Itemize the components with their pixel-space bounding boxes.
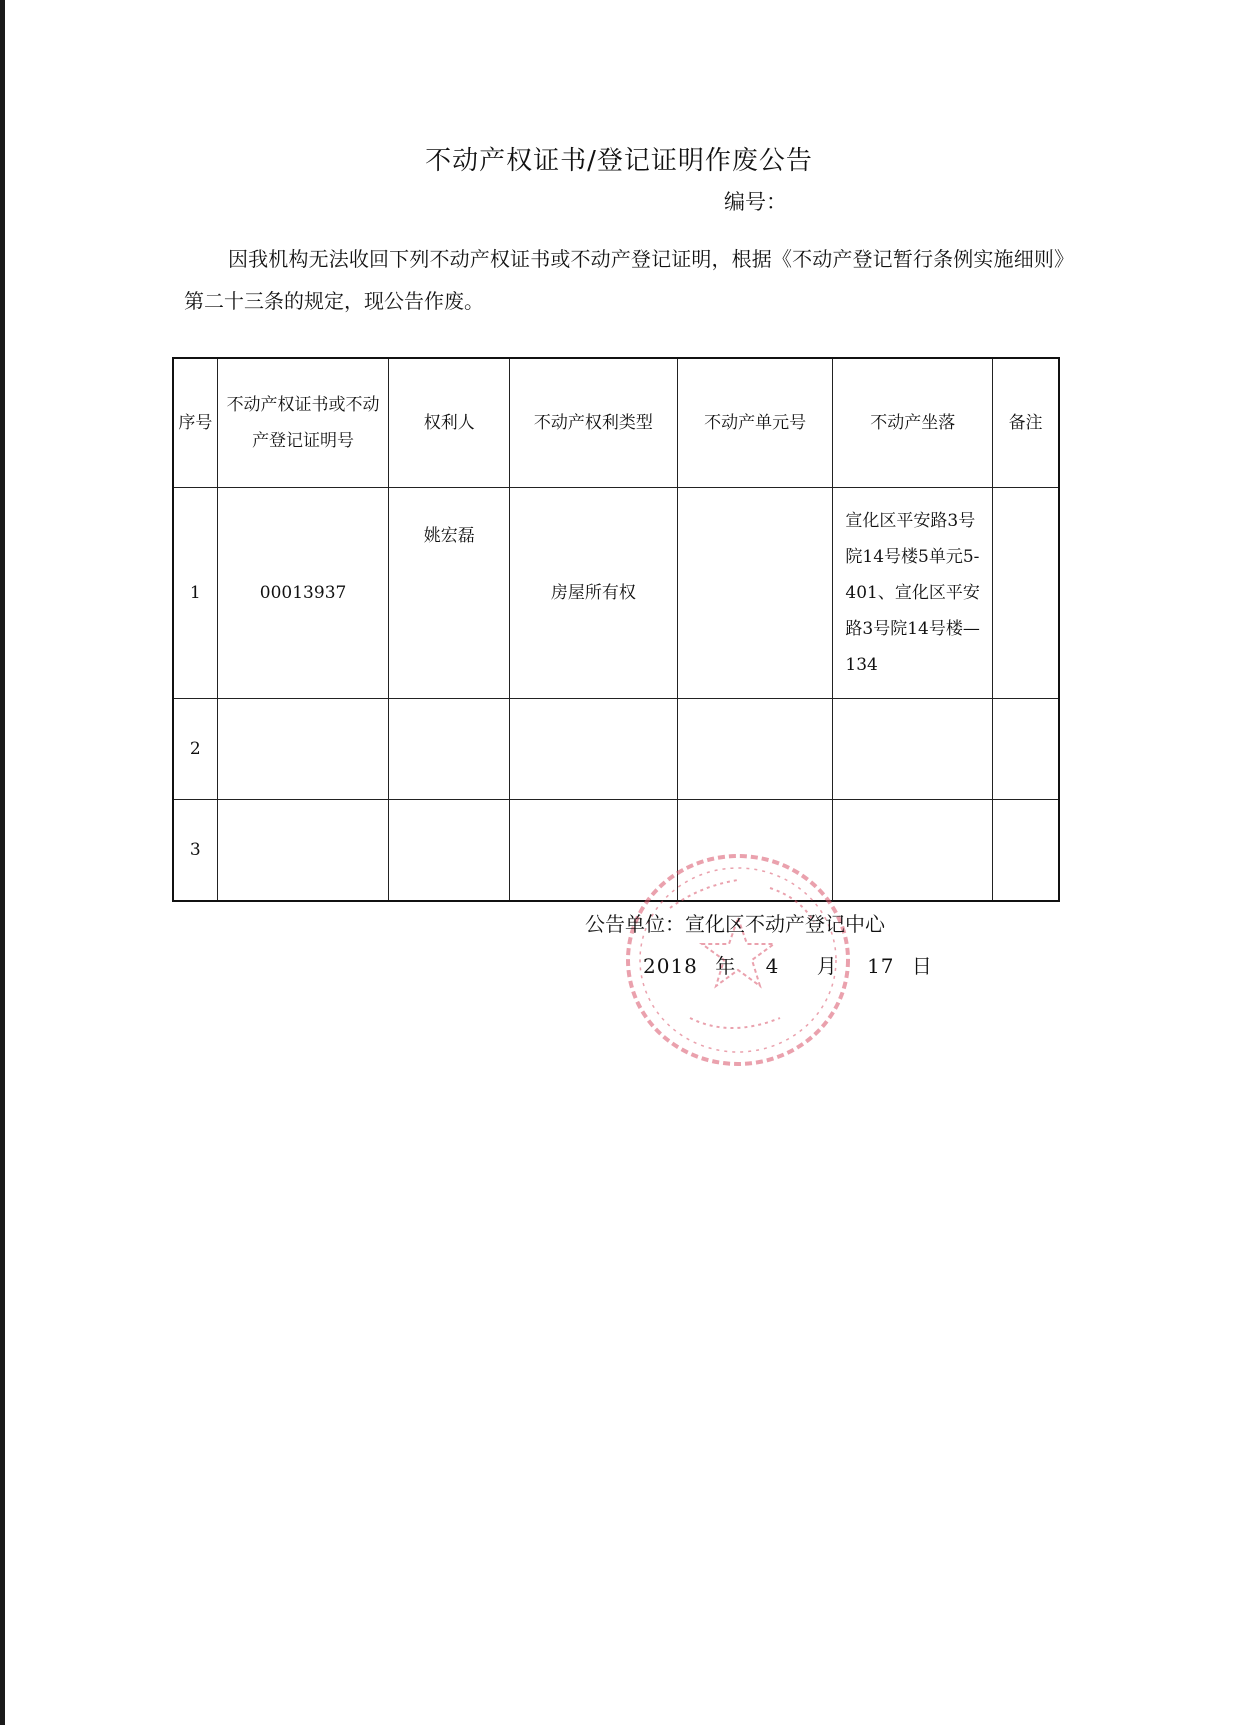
cell-remark <box>993 488 1059 699</box>
cell-remark <box>993 800 1059 902</box>
header-holder: 权利人 <box>389 358 510 488</box>
cell-location <box>833 699 993 800</box>
header-right-type: 不动产权利类型 <box>509 358 677 488</box>
notice-paragraph: 因我机构无法收回下列不动产权证书或不动产登记证明，根据《不动产登记暂行条例实施细则》第二十三条的规定，现公告作废。 <box>184 247 1064 313</box>
cell-cert-no <box>217 699 389 800</box>
issuing-unit: 公告单位：宣化区不动产登记中心 <box>585 912 885 936</box>
number-label: 编号： <box>724 190 787 214</box>
table-row <box>173 699 1059 800</box>
table-header-row <box>173 358 1059 488</box>
cell-index: 2 <box>173 699 217 800</box>
date-year-unit: 年 <box>715 954 737 978</box>
cell-right-type: 房屋所有权 <box>509 488 677 699</box>
header-location: 不动产坐落 <box>833 358 993 488</box>
cell-index: 3 <box>173 800 217 902</box>
page-title: 不动产权证书/登记证明作废公告 <box>425 146 813 176</box>
date-day-unit: 日 <box>911 954 933 978</box>
cell-holder: 姚宏磊 <box>389 488 510 699</box>
cell-unit-no <box>677 488 833 699</box>
cell-holder <box>389 699 510 800</box>
table-row <box>173 488 1059 699</box>
header-index: 序号 <box>173 358 217 488</box>
cell-unit-no <box>677 699 833 800</box>
cell-remark <box>993 699 1059 800</box>
date-day: 17 <box>867 954 895 978</box>
date-month-unit: 月 <box>816 954 838 978</box>
cell-location <box>833 800 993 902</box>
date-month: 4 <box>765 954 780 978</box>
date-year: 2018 <box>643 954 698 978</box>
void-notice-table <box>172 357 1060 902</box>
cell-index: 1 <box>173 488 217 699</box>
header-unit-no: 不动产单元号 <box>677 358 833 488</box>
cell-holder <box>389 800 510 902</box>
cell-location: 宣化区平安路3号院14号楼5单元5-401、宣化区平安路3号院14号楼—134 <box>833 488 993 699</box>
header-cert-no: 不动产权证书或不动产登记证明号 <box>217 358 389 488</box>
scan-edge <box>0 0 5 1725</box>
cell-cert-no: 00013937 <box>217 488 389 699</box>
notice-date <box>643 950 933 979</box>
table-row <box>173 800 1059 902</box>
header-remark: 备注 <box>993 358 1059 488</box>
cell-cert-no <box>217 800 389 902</box>
cell-right-type <box>509 699 677 800</box>
